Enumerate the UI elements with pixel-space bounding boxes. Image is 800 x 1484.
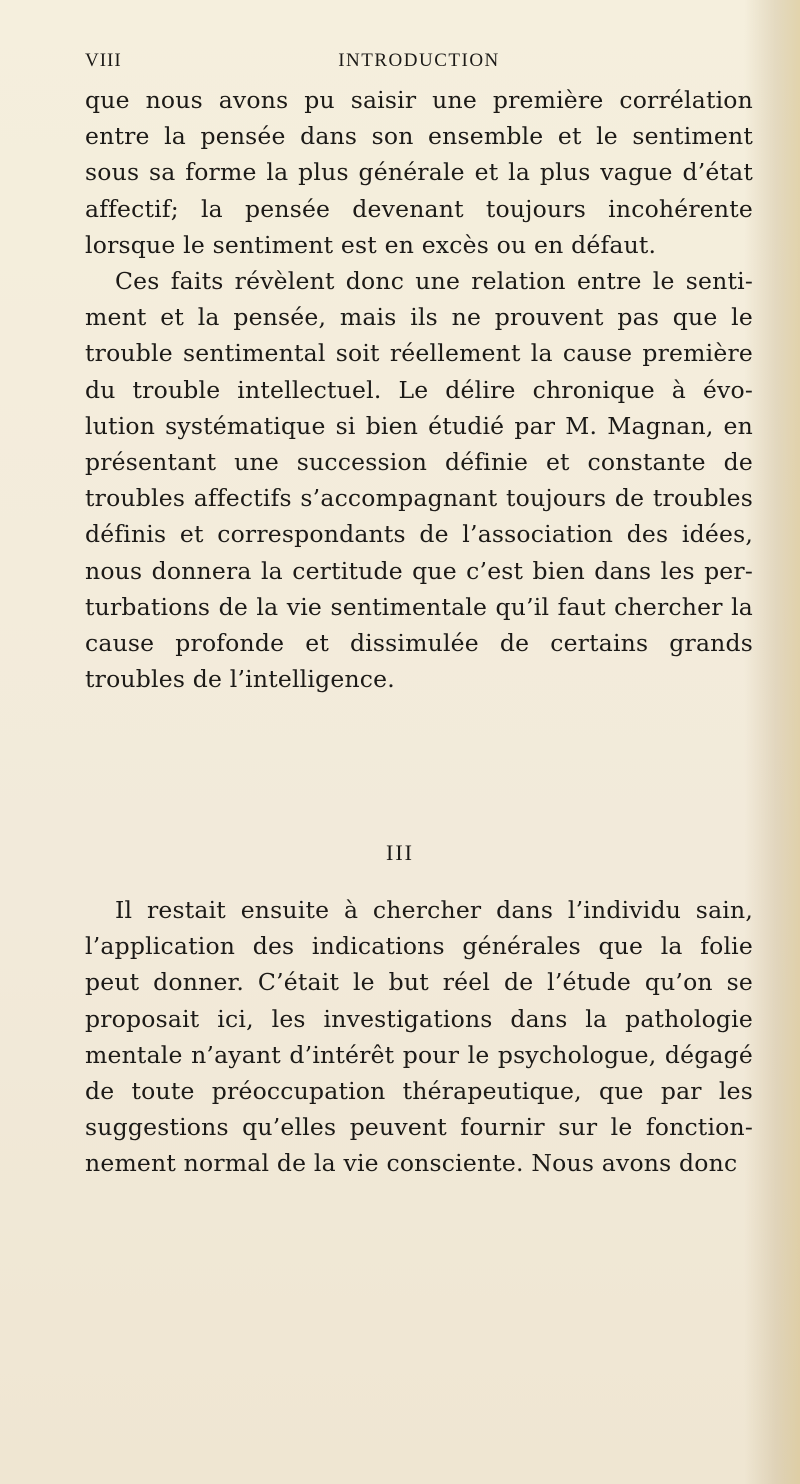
paragraph-ces-faits: Ces faits révèlent donc une relation entre le senti-ment et la pensée, mais ils ne prouvent pas que le trouble sentimental soit réellement la cause première du trouble intellectuel. Le délire chronique à évo-lution systématique si bien étudié par M. Magnan, en présentant une succession définie et constante de troubles affectifs s’accompagnant toujours de troubles définis et correspondants de l’association des idées, nous donnera la certitude que c’est bien dans les per-turbations de la vie sentimentale qu’il faut chercher la cause profonde et dissimulée de certains grands troubles de l’intelligence. [85,267,753,694]
text-block-before-section [85,82,753,697]
paragraph-il-restait: Il restait ensuite à chercher dans l’individu sain, l’application des indications générales que la folie peut donner. C’était le but réel de l’étude qu’on se proposait ici, les investigations dans la pathologie mentale n’ayant d’intérêt pour le psychologue, dégagé de toute préoccupation thérapeutique, que par les suggestions qu’elles peuvent fournir sur le fonction-nement normal de la vie consciente. Nous avons donc [85,896,753,1178]
text-block-after-section [85,892,753,1182]
section-number: III [386,840,414,865]
running-title: INTRODUCTION [338,50,500,71]
paragraph-continuation: que nous avons pu saisir une première corrélation entre la pensée dans son ensemble et le sentiment sous sa forme la plus générale et la plus vague d’état affectif; la pensée devenant toujours incohérente lorsque le sentiment est en excès ou en défaut. [85,86,753,259]
page-number: VIII [85,50,122,71]
running-head [85,50,753,76]
